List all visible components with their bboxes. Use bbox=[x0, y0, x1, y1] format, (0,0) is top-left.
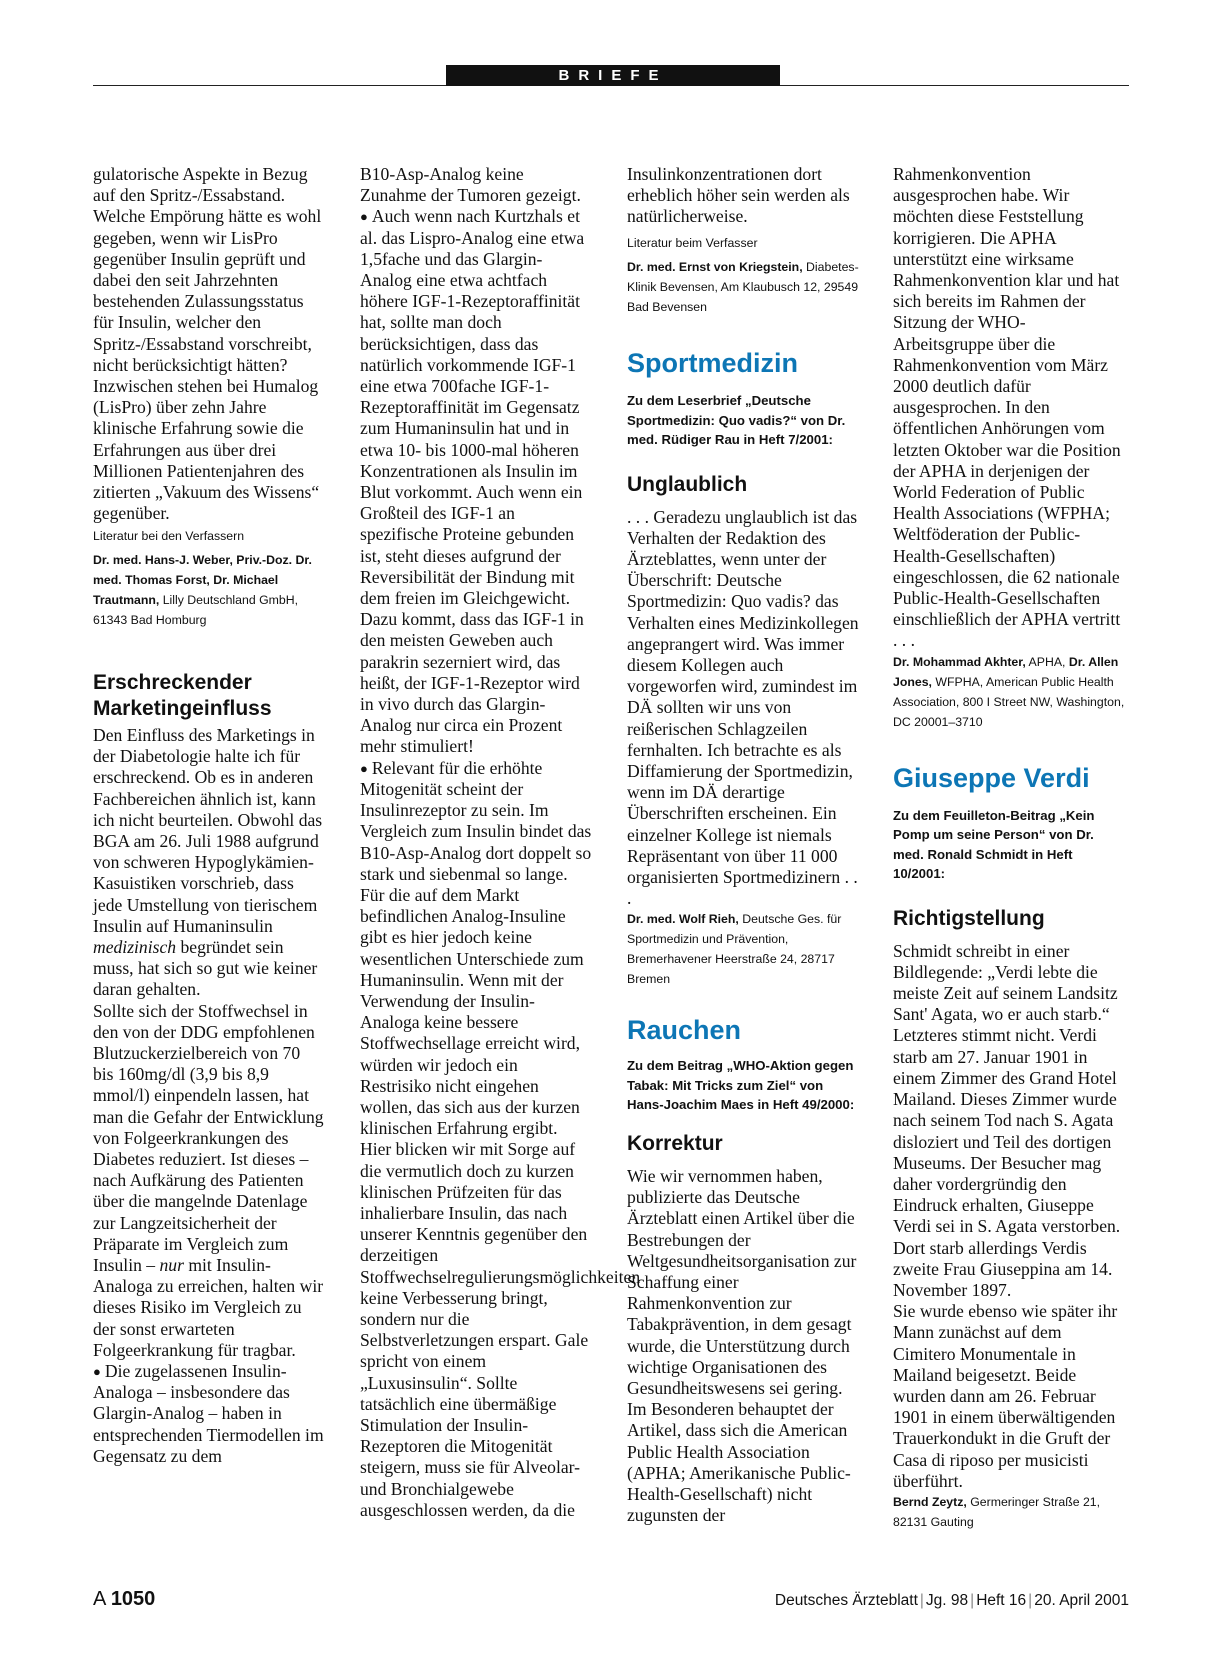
section-title: Giuseppe Verdi bbox=[893, 762, 1090, 793]
column-2 bbox=[360, 164, 641, 1521]
journal-issue: Heft 16 bbox=[976, 1592, 1027, 1609]
letter-text: Sollte sich der Stoffwechsel in den von der DDG empfohlenen Blutzuckerzielbereich von 70 bis 160mg/dl (3,9 bis 8,9 mmol/l) einpendeln lassen, hat man die Gefahr der Entwicklung von Folgeerkrankungen des Diabetes reduziert. Ist dieses – nach Aufkärung des Patienten über die mangelnde Datenlage zur Langzeitsicherheit der Präparate im Vergleich zum Insulin – nur mit Insulin-Analoga zu erreichen, halten wir dieses Risiko im Vergleich zu der sonst erwarteten Folgeerkrankung für tragbar. bbox=[93, 1000, 324, 1360]
letter-heading: Korrektur bbox=[627, 1131, 723, 1155]
literature-note: Literatur beim Verfasser bbox=[627, 235, 758, 250]
section-header: BRIEFE bbox=[446, 65, 780, 86]
letter-text: ● Relevant für die erhöhte Mitogenität scheint der Insulinrezeptor zu sein. Im Vergleich zum Insulin bindet das B10-Asp-Analog dort doppelt so stark und siebenmal so lange. Für die auf dem Markt befindlichen Analog-Insuline gibt es hier jedoch keine wesentlichen Unterschiede zum Humaninsulin. Wenn mit der Verwendung der Insulin-Analoga keine bessere Stoffwechsellage erreicht wird, würden wir jedoch ein Restrisiko nicht eingehen wollen, das sich aus der kurzen klinischen Erfahrung ergibt. bbox=[360, 758, 592, 1140]
signature bbox=[93, 550, 325, 630]
letter-heading: Unglaublich bbox=[627, 472, 748, 496]
column-3 bbox=[627, 164, 859, 1526]
author-address: Germeringer Straße 21, 82131 Gauting bbox=[893, 1494, 1101, 1529]
section-title: Sportmedizin bbox=[627, 348, 799, 379]
letter-text: Wie wir vernommen haben, publizierte das Deutsche Ärzteblatt einen Artikel über die Bestrebungen der Weltgesundheitsorganisation zur Schaffung einer Rahmenkonvention zur Tabakprävention, in dem gesagt wurde, die Unterstützung durch wichtige Organisationen des Gesundheitswesens sei gering. Im Besonderen behauptet der Artikel, dass sich die American Public Health Association (APHA; Amerikanische Public-Health-Gesellschaft) nicht zugunsten der bbox=[627, 1165, 857, 1526]
journal-name: Deutsches Ärzteblatt bbox=[774, 1592, 918, 1609]
letter-text: Den Einfluss des Marketings in der Diabetologie halte ich für erschreckend. Ob es in anderen Fachbereichen ähnlich ist, kann ich nicht beurteilen. Obwohl das BGA am 26. Juli 1988 aufgrund von schweren Hypoglykämien-Kasuistiken vorschrieb, dass jede Umstellung von tierischem Insulin auf Humaninsulin medizinisch begründet sein muss, hat sich so gut wie keiner daran gehalten. bbox=[93, 724, 323, 1000]
author-names: Bernd Zeytz, bbox=[893, 1494, 967, 1509]
signature bbox=[627, 257, 859, 317]
signature bbox=[893, 1492, 1125, 1532]
letter-intro: Zu dem Beitrag „WHO-Aktion gegen Tabak: Mit Tricks zum Ziel“ von Hans-Joachim Maes in Heft 49/2000: bbox=[627, 1058, 855, 1113]
letter-text: Sie wurde ebenso wie später ihr Mann zunächst auf dem Cimitero Monumentale in Mailand beigesetzt. Beide wurden dann am 26. Februar 1901 in einem überwältigenden Trauerkondukt in die Gruft der Casa di riposo per musicisti überführt. bbox=[893, 1301, 1118, 1491]
literature-note: Literatur bei den Verfassern bbox=[93, 529, 245, 544]
letter-text: Hier blicken wir mit Sorge auf die vermutlich doch zu kurzen klinischen Prüfzeiten für das inhalierbare Insulin, das nach unserer Kenntnis gegenüber den derzeitigen Stoffwechselregulierungsmöglichkeiten keine Verbesserung bringt, sondern nur die Selbstverletzungen erspart. Gale spricht von einem „Luxusinsulin“. Sollte tatsächlich eine übermäßige Stimulation der Insulin-Rezeptoren die Mitogenität steigern, muss sie für Alveolar- und Bronchialgewebe ausgeschlossen werden, da die bbox=[360, 1139, 641, 1520]
column-1 bbox=[93, 164, 325, 1467]
author-address: Diabetes-Klinik Bevensen, Am Klaubusch 12, 29549 Bad Bevensen bbox=[627, 260, 859, 315]
letter-text: B10-Asp-Analog keine Zunahme der Tumoren gezeigt. bbox=[360, 164, 581, 206]
letter-heading: Richtigstellung bbox=[893, 906, 1045, 930]
letter-intro: Zu dem Feuilleton-Beitrag „Kein Pomp um seine Person“ von Dr. med. Ronald Schmidt in Heft 10/2001: bbox=[893, 807, 1095, 882]
journal-citation: Deutsches Ärzteblatt | Jg. 98 | Heft 16 | 20. April 2001 bbox=[774, 1592, 1129, 1609]
letter-text: . . . Geradezu unglaublich ist das Verhalten der Redaktion des Ärzteblattes, wenn unter der Überschrift: Deutsche Sportmedizin: Quo vadis? das Verhalten eines Medizinkollegen angeprangert wird. Was immer diesem Kollegen auch vorgeworfen wird, zumindest im DÄ sollten wir uns von reißerischen Schlagzeilen fernhalten. Ich betrachte es als Diffamierung der Sportmedizin, wenn im DÄ derartige Überschriften erscheinen. Ein einzelner Kollege ist niemals Repräsentant von über 11 000 organisierten Sportmedizinern . . . bbox=[627, 506, 859, 909]
letter-text: Rahmenkonvention ausgesprochen habe. Wir möchten diese Feststellung korrigieren. Die APHA unterstützt eine wirksame Rahmenkonvention klar und hat sich bereits im Rahmen der Sitzung der WHO-Arbeitsgruppe über die Rahmenkonvention vom März 2000 deutlich dafür ausgesprochen. In den öffentlichen Anhörungen vom letzten Oktober war die Position der APHA in derjenigen der World Federation of Public Health Associations (WFPHA; Weltföderation der Public-Health-Gesellschaften) eingeschlossen, die 62 nationale Public-Health-Gesellschaften einschließlich der APHA vertritt . . . bbox=[893, 164, 1121, 651]
letter-text: ● Auch wenn nach Kurtzhals et al. das Lispro-Analog eine etwa 1,5fache und das Glargin-Analog eine etwa achtfach höhere IGF-1-Rezeptoraffinität hat, sollte man doch berücksichtigen, dass das natürlich vorkommende IGF-1 eine etwa 700fache IGF-1-Rezeptoraffinität im Gegensatz zum Humaninsulin hat und in etwa 10- bis 1000-mal höheren Konzentrationen als Insulin im Blut vorkommt. Auch wenn ein Großteil des IGF-1 an spezifische Proteine gebunden ist, steht dieses aufgrund der Reversibilität der Bindung mit dem freien im Gleichgewicht. Dazu kommt, dass das IGF-1 in den meisten Geweben auch parakrin sezerniert wird, das heißt, der IGF-1-Rezeptor wird in vivo durch das Glargin-Analog nur circa ein Prozent mehr stimuliert! bbox=[360, 206, 592, 757]
author-address: Deutsche Ges. für Sportmedizin und Prävention, Bremerhavener Heerstraße 24, 28717 Bremen bbox=[627, 912, 842, 987]
author-names: Dr. med. Wolf Rieh, bbox=[627, 912, 739, 927]
author-address: Lilly Deutschland GmbH, 61343 Bad Homburg bbox=[93, 592, 299, 627]
letter-text: gulatorische Aspekte in Bezug auf den Spritz-/Essabstand. Welche Empörung hätte es wohl gegeben, wenn wir LisPro gegenüber Insulin geprüft und dabei den seit Jahrzehnten bestehenden Zulassungsstatus für Insulin, welcher den Spritz-/Essabstand vorschreibt, nicht berücksichtigt hätten? Inzwischen stehen bei Humalog (LisPro) über zehn Jahre klinische Erfahrung sowie die Erfahrungen aus über drei Millionen Patientenjahren des zitierten „Vakuum des Wissens“ gegenüber. bbox=[93, 164, 322, 524]
column-4 bbox=[893, 164, 1125, 1532]
letter-text: ● Die zugelassenen Insulin-Analoga – insbesondere das Glargin-Analog – haben in entsprechenden Tiermodellen im Gegensatz zu dem bbox=[93, 1361, 325, 1467]
signature bbox=[627, 909, 859, 989]
page-number: A 1050 bbox=[93, 1588, 156, 1610]
author-names: Dr. med. Hans-J. Weber, Priv.-Doz. Dr. med. Thomas Forst, Dr. Michael Trautmann, bbox=[93, 552, 312, 607]
journal-volume: Jg. 98 bbox=[925, 1592, 969, 1609]
letter-text: Schmidt schreibt in einer Bildlegende: „Verdi lebte die meiste Zeit auf seinem Landsitz Sant' Agata, wo er auch starb.“ Letzteres stimmt nicht. Verdi starb am 27. Januar 1901 in einem Zimmer des Grand Hotel Mailand. Dieses Zimmer wurde nach seinem Tod nach S. Agata disloziert und Teil des dortigen Museums. Der Besucher mag daher vordergründig den Eindruck erhalten, Giuseppe Verdi sei in S. Agata verstorben. Dort starb allerdings Verdis zweite Frau Giuseppina am 14. November 1897. bbox=[893, 940, 1121, 1300]
author-names: Dr. med. Ernst von Kriegstein, bbox=[627, 260, 803, 275]
journal-date: 20. April 2001 bbox=[1034, 1592, 1129, 1609]
letter-intro: Zu dem Leserbrief „Deutsche Sportmedizin: Quo vadis?“ von Dr. med. Rüdiger Rau in Heft 7/2001: bbox=[627, 393, 846, 448]
signature: Dr. Mohammad Akhter, APHA, Dr. Allen Jones, WFPHA, American Public Health Association, 800 I Street NW, Washington, DC 20001–3710 bbox=[893, 654, 1125, 729]
letter-heading: Erschreckender Marketingeinfluss bbox=[93, 670, 272, 720]
letter-text: Insulinkonzentrationen dort erheblich höher sein werden als natürlicherweise. bbox=[627, 164, 850, 227]
section-title: Rauchen bbox=[627, 1015, 742, 1046]
